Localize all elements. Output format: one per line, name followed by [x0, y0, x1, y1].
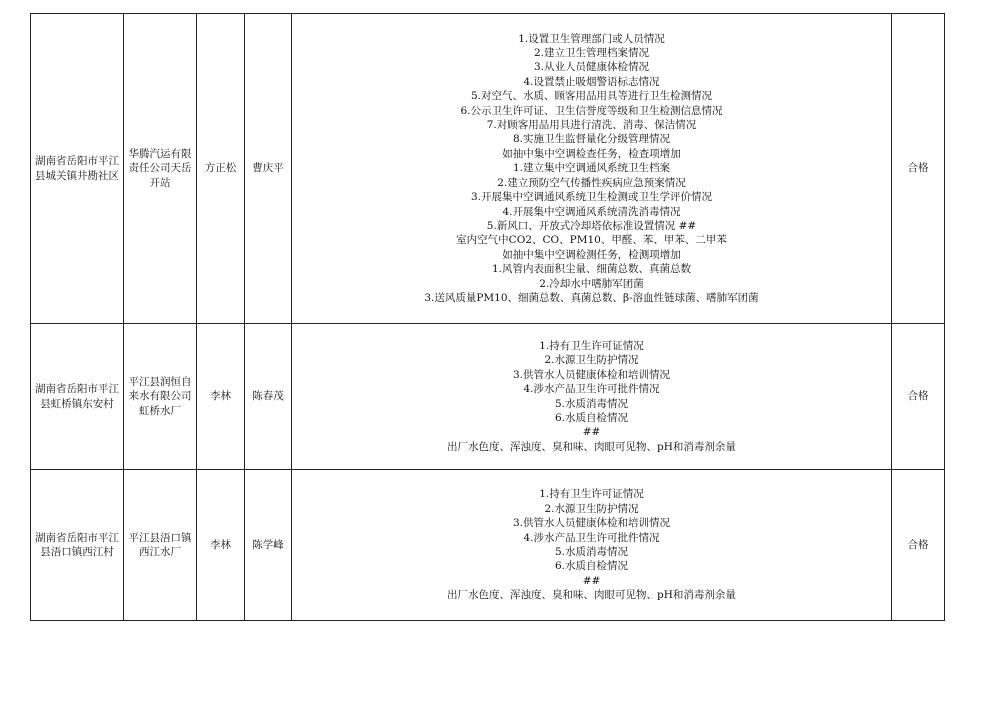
inspection-items-cell: [292, 324, 892, 470]
inspection-item: 1.持有卫生许可证情况: [539, 488, 644, 501]
table-row: [31, 324, 945, 470]
inspection-item: 5.对空气、水质、顾客用品用具等进行卫生检测情况: [470, 90, 713, 103]
inspection-item: 5.水质消毒情况: [554, 397, 629, 410]
inspection-item: 7.对顾客用品用具进行清洗、消毒、保洁情况: [486, 119, 697, 132]
inspection-item: 2.建立卫生管理档案情况: [533, 47, 650, 60]
inspection-item: 6.公示卫生许可证、卫生信誉度等级和卫生检测信息情况: [460, 104, 723, 117]
inspection-item: 3.供管水人员健康体检和培训情况: [512, 368, 671, 381]
inspector-cell: 李林: [197, 324, 245, 470]
inspection-item: 4.涉水产品卫生许可批件情况: [523, 531, 660, 544]
inspection-items-cell: [292, 14, 892, 324]
inspection-item: 1.持有卫生许可证情况: [539, 339, 644, 352]
inspection-item: 1.风管内表面积尘量、细菌总数、真菌总数: [491, 263, 692, 276]
inspection-item: 3.从业人员健康体检情况: [533, 61, 650, 74]
result-cell: 合格: [892, 14, 945, 324]
inspection-item: 4.设置禁止吸烟警语标志情况: [523, 75, 660, 88]
unit-cell: 华腾汽运有限责任公司天岳开站: [124, 14, 197, 324]
unit-cell: 平江县润恒自来水有限公司虹桥水厂: [124, 324, 197, 470]
inspection-item: 4.涉水产品卫生许可批件情况: [523, 383, 660, 396]
location-cell: 湖南省岳阳市平江县浯口镇西江村: [31, 470, 124, 621]
inspector-cell: 李林: [197, 470, 245, 621]
unit-cell: 平江县浯口镇西江水厂: [124, 470, 197, 621]
inspection-item: 3.送风质量PM10、细菌总数、真菌总数、β-溶血性链球菌、嗜肺军团菌: [424, 291, 759, 304]
inspection-item: 5.新风口、开放式冷却塔依标准设置情况 ##: [486, 219, 697, 232]
inspector-cell: 曹庆平: [245, 14, 292, 324]
inspection-item: 如抽中集中空调检查任务，检查项增加: [502, 147, 681, 160]
location-cell: 湖南省岳阳市平江县城关镇井勘社区: [31, 14, 124, 324]
inspection-item: 出厂水色度、浑浊度、臭和味、肉眼可见物、pH和消毒剂余量: [447, 589, 736, 602]
inspector-cell: 陈春茂: [245, 324, 292, 470]
inspection-item: 室内空气中CO2、CO、PM10、甲醛、苯、甲苯、二甲苯: [456, 234, 727, 247]
table-row: [31, 14, 945, 324]
result-cell: 合格: [892, 470, 945, 621]
inspection-item: 8.实施卫生监督量化分级管理情况: [512, 133, 671, 146]
inspection-item: 2.冷却水中嗜肺军团菌: [539, 277, 644, 290]
inspection-item: 1.建立集中空调通风系统卫生档案: [512, 162, 671, 175]
inspection-item: 2.水源卫生防护情况: [544, 502, 639, 515]
inspection-item: 如抽中集中空调检测任务，检测项增加: [502, 248, 681, 261]
inspection-items-cell: [292, 470, 892, 621]
inspection-item: ##: [582, 426, 601, 439]
inspection-item: 6.水质自检情况: [554, 560, 629, 573]
inspector-cell: 陈学峰: [245, 470, 292, 621]
inspection-table: [30, 13, 945, 621]
inspection-item: 5.水质消毒情况: [554, 546, 629, 558]
inspector-cell: 方正松: [197, 14, 245, 324]
inspection-item: 2.建立预防空气传播性疾病应急预案情况: [497, 176, 686, 189]
inspection-item: 2.水源卫生防护情况: [544, 354, 639, 367]
result-cell: 合格: [892, 324, 945, 470]
inspection-item: 6.水质自检情况: [554, 411, 629, 424]
inspection-item: 3.供管水人员健康体检和培训情况: [512, 517, 671, 530]
inspection-item: ##: [582, 574, 601, 587]
inspection-item: 3.开展集中空调通风系统卫生检测或卫生学评价情况: [470, 191, 713, 204]
location-cell: 湖南省岳阳市平江县虹桥镇东安村: [31, 324, 124, 470]
inspection-item: 4.开展集中空调通风系统清洗消毒情况: [502, 205, 681, 218]
table-row: [31, 470, 945, 621]
inspection-item: 出厂水色度、浑浊度、臭和味、肉眼可见物、pH和消毒剂余量: [447, 440, 736, 453]
inspection-item: 1.设置卫生管理部门或人员情况: [518, 32, 665, 45]
